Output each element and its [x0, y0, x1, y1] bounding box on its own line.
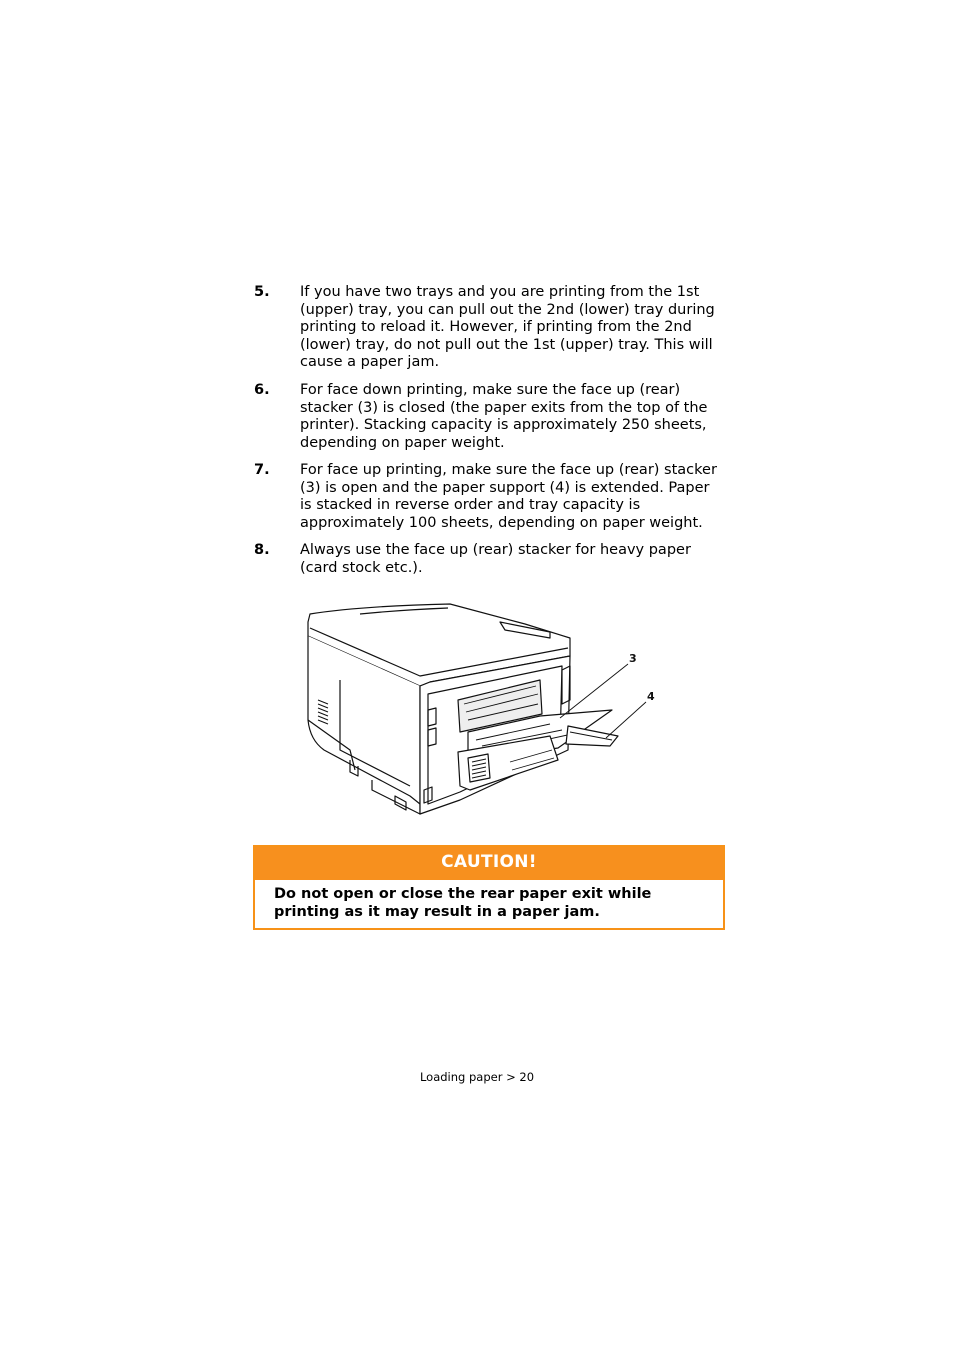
step-number: 5.: [254, 284, 270, 300]
page-footer: Loading paper > 20: [419, 1070, 535, 1084]
callout-4: 4: [647, 690, 655, 703]
step-text: For face down printing, make sure the face up (rear) stacker (3) is closed (the paper exits from the top of the printer). Stacking capacity is approximately 250 sheets, depending on paper weight.: [300, 382, 708, 451]
step-7: [254, 462, 724, 532]
step-8: [254, 542, 724, 577]
printer-rear-illustration: [300, 600, 660, 832]
callout-3: 3: [629, 652, 637, 665]
step-text: If you have two trays and you are printing from the 1st (upper) tray, you can pull out the 2nd (lower) tray during printing to reload it. However, if printing from the 2nd (lower) tray, do not pull out the 1st (upper) tray. This will cause a paper jam.: [300, 284, 715, 371]
step-text: Always use the face up (rear) stacker for heavy paper (card stock etc.).: [300, 542, 691, 576]
caution-text: Do not open or close the rear paper exit while printing as it may result in a paper jam.: [274, 886, 652, 920]
step-number: 7.: [254, 462, 270, 478]
step-text: For face up printing, make sure the face up (rear) stacker (3) is open and the paper support (4) is extended. Paper is stacked in reverse order and tray capacity is approximately 100 sheets, depending on paper weight.: [300, 462, 717, 531]
step-6: [254, 382, 724, 452]
step-number: 8.: [254, 542, 270, 558]
caution-title: CAUTION!: [255, 847, 723, 880]
step-5: [254, 284, 724, 372]
step-number: 6.: [254, 382, 270, 398]
caution-box: [253, 845, 725, 930]
